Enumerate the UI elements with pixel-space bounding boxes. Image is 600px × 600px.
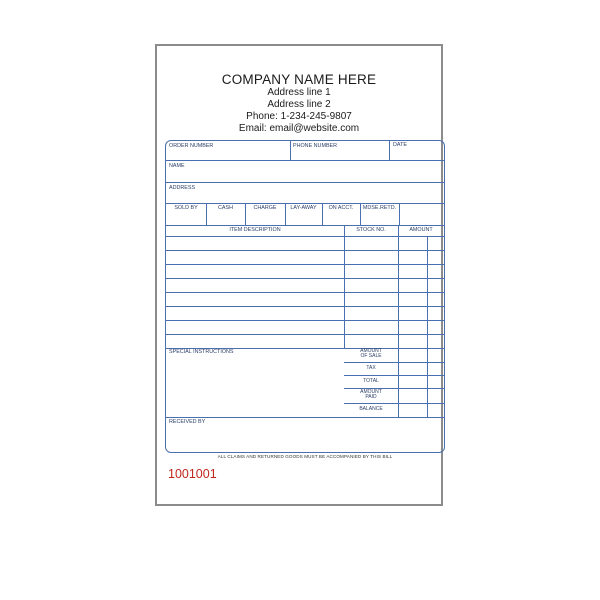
item-row-line [166,264,444,265]
serial-number: 1001001 [168,467,217,481]
charge-label: CHARGE [253,205,277,211]
name-label: NAME [169,163,185,169]
phone-number-label: PHONE NUMBER [293,143,338,149]
totals-row-line [344,375,444,376]
divider-received-by [166,417,444,418]
divider-item-header [166,236,444,237]
stock-no-label: STOCK NO. [356,227,386,233]
sold-by-label: SOLD BY [174,205,198,211]
company-email: Email: email@website.com [238,123,360,134]
company-name: COMPANY NAME HERE [221,72,377,87]
totals-row-line [344,362,444,363]
divider-pay-6 [399,203,400,225]
sales-form [165,140,445,453]
divider-name [166,182,444,183]
cash-label: CASH [218,205,233,211]
amount-paid-label: AMOUNT PAID [360,389,382,401]
on-account-label: ON ACCT. [328,205,354,211]
merchandise-returned-label: MDSE.RETD. [362,205,397,211]
claims-footer-note: ALL CLAIMS AND RETURNED GOODS MUST BE ACCOMPANIED BY THIS BILL [217,454,393,459]
divider-address [166,203,444,204]
item-row-line [166,334,444,335]
divider-payment-row [166,225,444,226]
totals-row-line [344,403,444,404]
tax-label: TAX [366,365,376,371]
address-line-1: Address line 1 [267,87,331,98]
address-label: ADDRESS [169,185,196,191]
divider-description-stock [344,225,345,348]
received-by-label: RECEIVED BY [169,419,206,425]
lay-away-label: LAY-AWAY [290,205,317,211]
balance-label: BALANCE [359,406,383,412]
date-label: DATE [393,142,407,148]
divider-order-phone [290,141,291,160]
item-row-line [166,320,444,321]
company-phone: Phone: 1-234-245-9807 [246,111,352,122]
amount-of-sale-label: AMOUNT OF SALE [360,348,382,360]
totals-row-line [344,388,444,389]
total-label: TOTAL [363,378,379,384]
item-row-line [166,250,444,251]
item-row-line [166,278,444,279]
special-instructions-label: SPECIAL INSTRUCTIONS [169,349,234,355]
amount-label: AMOUNT [409,227,433,233]
order-number-label: ORDER NUMBER [169,143,214,149]
item-row-line [166,306,444,307]
divider-order-row [166,160,444,161]
divider-phone-date [389,141,390,160]
item-row-line [166,292,444,293]
address-line-2: Address line 2 [267,99,331,110]
item-description-label: ITEM DESCRIPTION [229,227,281,233]
